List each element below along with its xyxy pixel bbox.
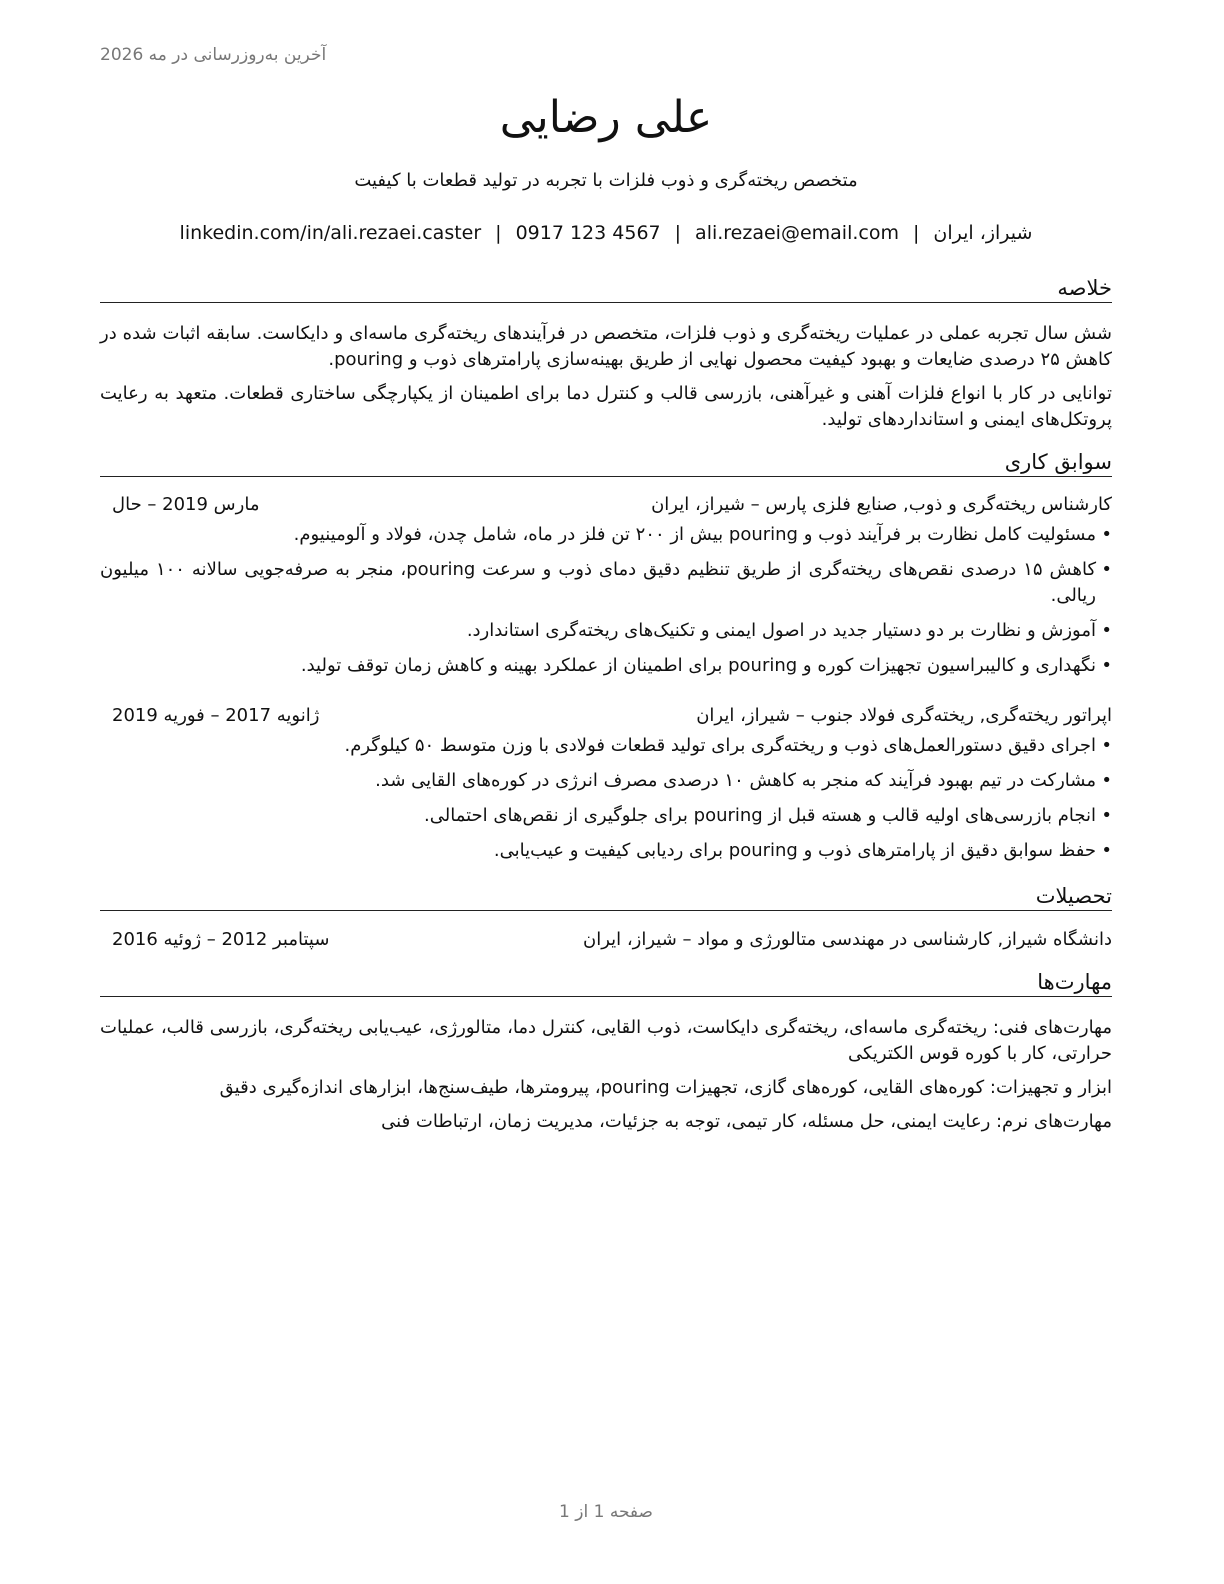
job-title: اپراتور ریخته‌گری, ریخته‌گری فولاد جنوب – شیراز، ایران (696, 705, 1112, 726)
job-title: کارشناس ریخته‌گری و ذوب, صنایع فلزی پارس – شیراز، ایران (651, 494, 1112, 515)
job-bullet: • مشارکت در تیم بهبود فرآیند که منجر به کاهش ۱۰ درصدی مصرف انرژی در کوره‌های القایی شد. (100, 768, 1112, 794)
job-bullet: • حفظ سوابق دقیق از پارامترهای ذوب و pouring برای ردیابی کیفیت و عیب‌یابی. (100, 838, 1112, 864)
job-bullet: • مسئولیت کامل نظارت بر فرآیند ذوب و pouring بیش از ۲۰۰ تن فلز در ماه، شامل چدن، فولاد و آلومینیوم. (100, 522, 1112, 548)
job-dates: ژانویه 2017 – فوریه 2019 (112, 705, 320, 726)
education-heading: تحصیلات (100, 884, 1112, 911)
contact-separator: | (912, 222, 920, 244)
contact-separator: | (495, 222, 502, 244)
job-bullet: • آموزش و نظارت بر دو دستیار جدید در اصول ایمنی و تکنیک‌های ریخته‌گری استاندارد. (100, 618, 1112, 644)
skills-heading: مهارت‌ها (100, 970, 1112, 997)
summary-heading: خلاصه (100, 276, 1112, 303)
education-degree: دانشگاه شیراز, کارشناسی در مهندسی متالورژی و مواد – شیراز، ایران (582, 929, 1112, 950)
contact-email[interactable]: ali.rezaei@email.com (695, 222, 899, 244)
resume-page (100, 0, 1112, 1584)
job-bullet-list (100, 733, 1112, 873)
summary-paragraph: توانایی در کار با انواع فلزات آهنی و غیرآهنی، بازرسی قالب و کنترل دما برای اطمینان از یکپارچگی ساختاری قطعات. متعهد به رعایت پروتکل‌های ایمنی و استانداردهای تولید. (100, 383, 1112, 430)
contact-location: شیراز، ایران (933, 222, 1033, 244)
skills-tools: ابزار و تجهیزات: کوره‌های القایی، کوره‌های گازی، تجهیزات pouring، پیرومترها، طیف‌سنج‌ها، ابزارهای اندازه‌گیری دقیق (219, 1077, 1112, 1098)
summary-paragraph: شش سال تجربه عملی در عملیات ریخته‌گری و ذوب فلزات، متخصص در فرآیندهای ریخته‌گری ماسه‌ای و دایکاست. سابقه اثبات شده در کاهش ۲۵ درصدی ضایعات و بهبود کیفیت محصول نهایی از طریق بهینه‌سازی پارامترهای ذوب و pouring. (100, 323, 1112, 370)
candidate-headline: متخصص ریخته‌گری و ذوب فلزات با تجربه در تولید قطعات با کیفیت (354, 170, 858, 191)
contact-separator: | (674, 222, 682, 244)
contact-linkedin[interactable]: linkedin.com/in/ali.rezaei.caster (179, 222, 482, 244)
contact-line (100, 222, 1112, 244)
candidate-name: علی رضایی (499, 92, 713, 143)
job-bullet: • نگهداری و کالیبراسیون تجهیزات کوره و pouring برای اطمینان از عملکرد بهینه و کاهش زمان توقف تولید. (100, 653, 1112, 679)
education-dates: سپتامبر 2012 – ژوئیه 2016 (112, 929, 330, 950)
skills-soft: مهارت‌های نرم: رعایت ایمنی، حل مسئله، کار تیمی، توجه به جزئیات، مدیریت زمان، ارتباطات فنی (381, 1111, 1112, 1132)
experience-heading: سوابق کاری (100, 450, 1112, 477)
job-dates: مارس 2019 – حال (112, 494, 260, 515)
contact-phone: 0917 123 4567 (515, 222, 661, 244)
page-number: صفحه 1 از 1 (559, 1502, 653, 1522)
job-bullet: • انجام بازرسی‌های اولیه قالب و هسته قبل از pouring برای جلوگیری از نقص‌های احتمالی. (100, 803, 1112, 829)
job-bullet: • اجرای دقیق دستورالعمل‌های ذوب و ریخته‌گری برای تولید قطعات فولادی با وزن متوسط ۵۰ کیلوگرم. (100, 733, 1112, 759)
skills-technical: مهارت‌های فنی: ریخته‌گری ماسه‌ای، ریخته‌گری دایکاست، ذوب القایی، کنترل دما، متالورژی، عیب‌یابی ریخته‌گری، بازرسی قالب، عملیات حرارتی، کار با کوره قوس الکتریکی (100, 1017, 1112, 1064)
job-bullet: • کاهش ۱۵ درصدی نقص‌های ریخته‌گری از طریق تنظیم دقیق دمای ذوب و سرعت pouring، منجر به صرفه‌جویی سالانه ۱۰۰ میلیون ریالی. (100, 557, 1112, 609)
job-bullet-list (100, 522, 1112, 688)
last-updated-note: آخرین به‌روزرسانی در مه 2026 (100, 45, 327, 65)
